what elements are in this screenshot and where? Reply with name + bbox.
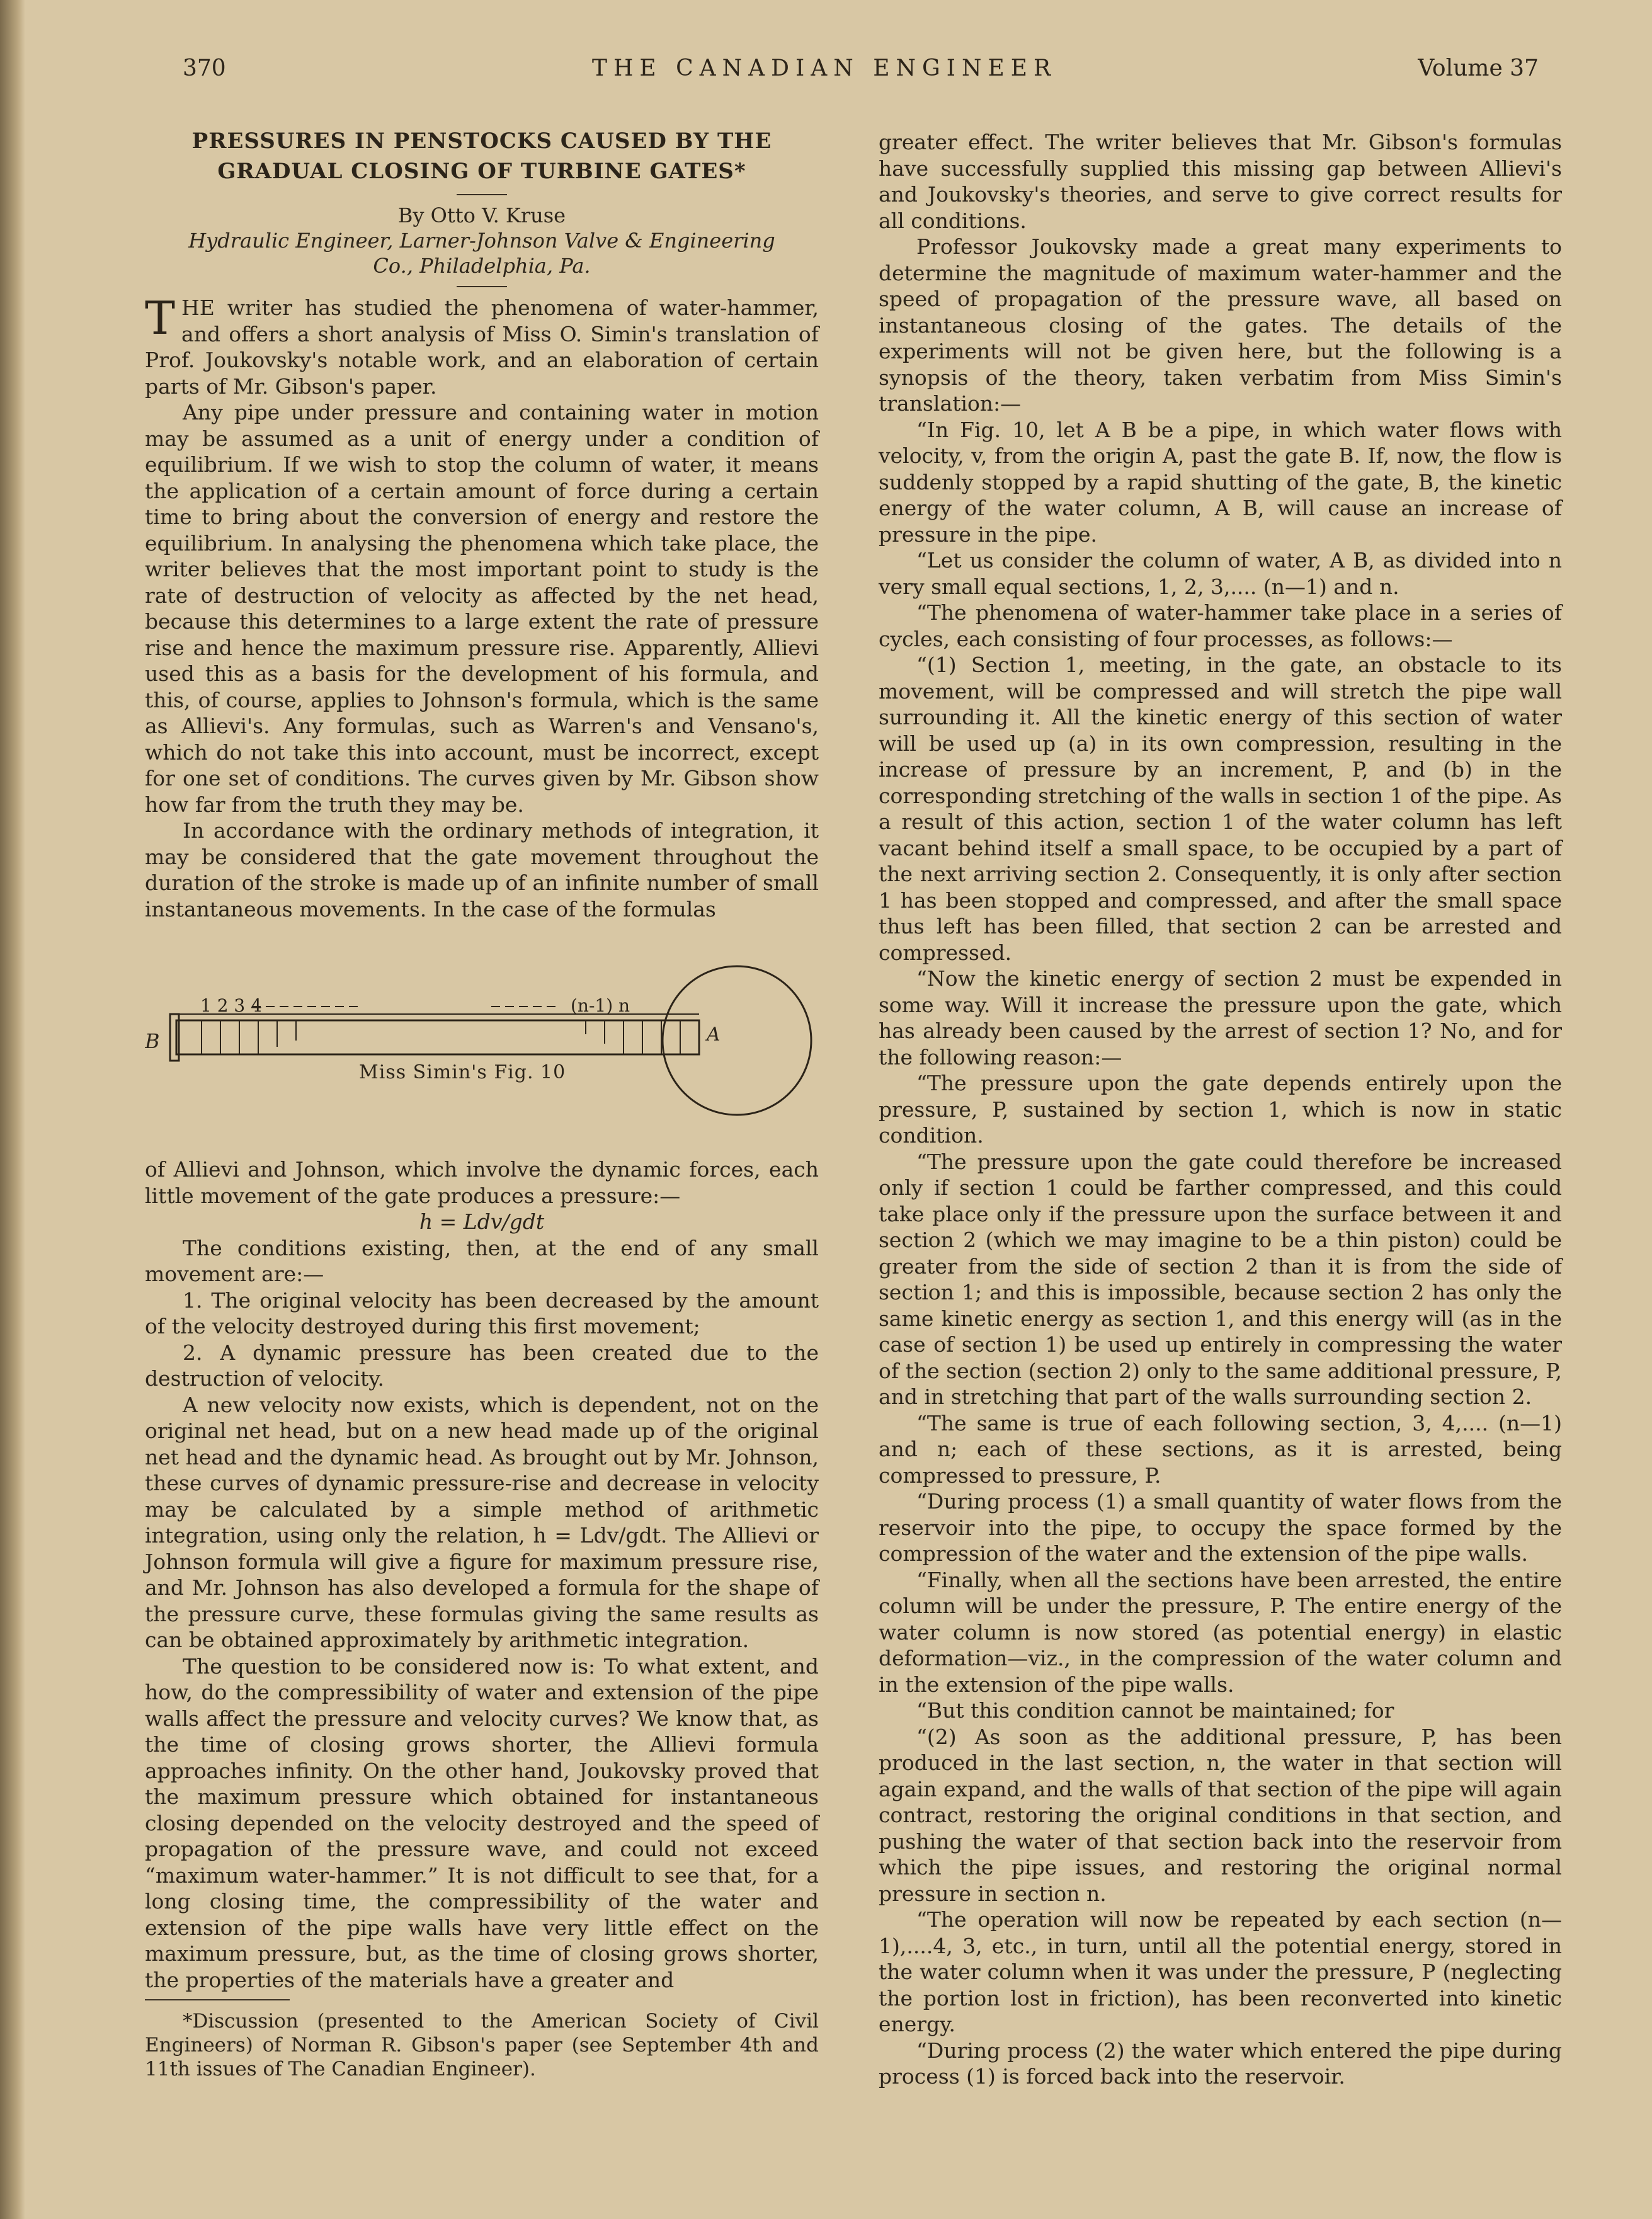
paragraph: “Finally, when all the sections have been arrested, the entire column will be under the pressure, P. The entire energy of the water column is now stored (as potential energy) in elastic deformation—viz., in the compression of the water column and in the extension of the pipe walls. <box>879 1567 1562 1697</box>
footnote-rule <box>145 1999 290 2000</box>
byline-rule <box>457 286 507 287</box>
paragraph: “(1) Section 1, meeting, in the gate, an obstacle to its movement, will be compressed and will stretch the pipe wall surrounding it. All the kinetic energy of this section of water will be used up (a) in its own compression, resulting in the increase of pressure by an increment, P, and (b) in the corresponding stretching of the walls in section 1 of the pipe. As a result of this action, section 1 of the water column has left vacant behind itself a small space, to be occupied by a part of the next arriving section 2. Consequently, it is only after section 1 has been stopped and compressed, and after the small space thus left has been filled, that section 2 can be arrested and compressed. <box>879 653 1562 965</box>
paragraph: Professor Joukovsky made a great many experiments to determine the magnitude of maximum water-hammer and the speed of propagation of the pressure wave, all based on instantaneous closing of the gates. The details of the experiments will not be given here, but the following is a synopsis of the theory, taken verbatim from Miss Simin's translation:— <box>879 234 1562 416</box>
figure-label-a: A <box>707 1024 721 1046</box>
paragraph: “The phenomena of water-hammer take place in a series of cycles, each consisting of four processes, as follows:— <box>879 600 1562 651</box>
paragraph: “During process (2) the water which entered the pipe during process (1) is forced back into the reservoir. <box>879 2038 1562 2089</box>
figure-pipe-diagram <box>145 940 819 1148</box>
running-header <box>0 55 1652 87</box>
footnote: *Discussion (presented to the American Society of Civil Engineers) of Norman R. Gibson's paper (see September 4th and 11th issues of The Canadian Engineer). <box>145 2010 819 2080</box>
paragraph: The question to be considered now is: To what extent, and how, do the compressibility of water and extension of the pipe walls affect the pressure and velocity curves? We know that, as the time of closing grows shorter, the Allievi formula approaches infinity. On the other hand, Joukovsky proved that the maximum pressure which obtained for instantaneous closing depended on the velocity destroyed and the speed of propagation of the pressure wave, and could not exceed “maximum water-hammer.” It is not difficult to see that, for a long closing time, the compressibility of the water and extension of the pipe walls have very little effect on the maximum pressure, but, as the time of closing grows shorter, the properties of the materials have a greater and <box>145 1653 819 1992</box>
paragraph: 1. The original velocity has been decreased by the amount of the velocity destroyed during this first movement; <box>145 1287 819 1338</box>
paragraph: “Now the kinetic energy of section 2 must be expended in some way. Will it increase the pressure upon the gate, which has already been caused by the arrest of section 1? No, and for the following reason:— <box>879 966 1562 1070</box>
paragraph: “But this condition cannot be maintained; for <box>916 1698 1394 1723</box>
equation: h = Ldv/gdt <box>419 1209 545 1234</box>
paragraph: Any pipe under pressure and containing water in motion may be assumed as a unit of energy under a condition of equilibrium. If we wish to stop the column of water, it means the application of a certain amount of force during a certain time to bring about the conversion of energy and restore the equilibrium. In analysing the phenomena which take place, the writer believes that the most important point to study is the rate of destruction of velocity as affected by the net head, because this determines to a large extent the rate of pressure rise and hence the maximum pressure rise. Apparently, Allievi used this as a basis for the development of his formula, and this, of course, applies to Johnson's formula, which is the same as Allievi's. Any formulas, such as Warren's and Vensano's, which do not take this into account, must be incorrect, except for one set of conditions. The curves given by Mr. Gibson show how far from the truth they may be. <box>145 400 819 817</box>
paragraph: “The same is true of each following section, 3, 4,.... (n—1) and n; each of these sections, as it is arrested, being compressed to pressure, P. <box>879 1410 1562 1488</box>
intro-paragraph <box>145 292 819 399</box>
paragraph: A new velocity now exists, which is dependent, not on the original net head, but on a new head made up of the original net head and the dynamic head. As brought out by Mr. Johnson, these curves of dynamic pressure-rise and decrease in velocity may be calculated by a simple method of arithmetic integration, using only the relation, h = Ldv/gdt. The Allievi or Johnson formula will give a figure for maximum pressure rise, and Mr. Johnson has also developed a formula for the shape of the pressure curve, these formulas giving the same results as can be obtained approximately by arithmetic integration. <box>145 1392 819 1652</box>
paragraph: greater effect. The writer believes that Mr. Gibson's formulas have successfully supplied this missing gap between Allievi's and Joukovsky's theories, and serve to give correct results for all conditions. <box>879 130 1562 233</box>
figure-label-b: B <box>145 1029 160 1053</box>
page-binding-shadow <box>0 0 25 2219</box>
figure-section-labels: 1 2 3 4 <box>200 995 262 1016</box>
paragraph: “The pressure upon the gate depends entirely upon the pressure, P, sustained by section 1, which is now in static condition. <box>879 1071 1562 1148</box>
paragraph: “Let us consider the column of water, A B, as divided into n very small equal sections, 1, 2, 3,.... (n—1) and n. <box>879 548 1562 599</box>
left-column <box>145 126 819 2081</box>
article-title <box>145 126 819 186</box>
paragraph-text: HE writer has studied the phenomena of water-hammer, and offers a short analysis of Miss O. Simin's translation of Prof. Joukovsky's notable work, and an elaboration of certain parts of Mr. Gibson's paper. <box>145 295 819 399</box>
paragraph: “The pressure upon the gate could therefore be increased only if section 1 could be farther compressed, and this could take place only if the pressure upon the surface between it and section 2 (which we may imagine to be a thin piston) could be greater from the side of section 2 than it is from the side of section 1; and this is impossible, because section 2 has only the same kinetic energy as section 1, and this energy will (as in the case of section 1) be used up entirely in compressing the water of the section (section 2) only to the same additional pressure, P, and in stretching that part of the walls surrounding section 2. <box>879 1149 1562 1409</box>
paragraph: “In Fig. 10, let A B be a pipe, in which water flows with velocity, v, from the origin A, past the gate B. If, now, the flow is suddenly stopped by a rapid shutting of the gate, B, the kinetic energy of the water column, A B, will cause an increase of pressure in the pipe. <box>879 417 1562 547</box>
paragraph: “During process (1) a small quantity of water flows from the reservoir into the pipe, to occupy the space formed by the compression of the water and the extension of the pipe walls. <box>879 1489 1562 1566</box>
figure-end-label: (n-1) n <box>571 995 630 1016</box>
journal-title: THE CANADIAN ENGINEER <box>592 55 1057 81</box>
affiliation-line-1: Hydraulic Engineer, Larner-Johnson Valve & Engineering <box>188 229 775 253</box>
paragraph: In accordance with the ordinary methods of integration, it may be considered that the gate movement throughout the duration of the stroke is made up of an infinite number of small instantaneous movements. In the case of the formulas <box>145 818 819 921</box>
affiliation <box>145 228 819 278</box>
paragraph: “The operation will now be repeated by each section (n—1),....4, 3, etc., in turn, until all the potential energy, stored in the water column when it was under the pressure, P (neglecting the portion lost in friction), has been reconverted into kinetic energy. <box>879 1907 1562 2036</box>
pipe-diagram-svg <box>145 940 819 1148</box>
paragraph: of Allievi and Johnson, which involve the dynamic forces, each little movement of the gate produces a pressure:— <box>145 1157 819 1208</box>
title-line-1: PRESSURES IN PENSTOCKS CAUSED BY THE <box>191 128 772 154</box>
title-rule <box>457 194 507 195</box>
page-number: 370 <box>183 55 226 81</box>
volume-label: Volume 37 <box>1418 55 1539 81</box>
paragraph: 2. A dynamic pressure has been created due to the destruction of velocity. <box>145 1340 819 1391</box>
byline: By Otto V. Kruse <box>397 203 566 227</box>
affiliation-line-2: Co., Philadelphia, Pa. <box>373 254 591 278</box>
right-column <box>879 129 1562 2090</box>
figure-caption: Miss Simin's Fig. 10 <box>359 1061 566 1083</box>
drop-cap: T <box>145 292 176 345</box>
title-line-2: GRADUAL CLOSING OF TURBINE GATES* <box>217 159 746 184</box>
paragraph: The conditions existing, then, at the end of any small movement are:— <box>145 1235 819 1286</box>
paragraph: “(2) As soon as the additional pressure, P, has been produced in the last section, n, the water in that section will again expand, and the walls of that section of the pipe will again contract, restoring the original conditions in that section, and pushing the water of that section back into the reservoir from which the pipe issues, and restoring the original normal pressure in section n. <box>879 1724 1562 1906</box>
